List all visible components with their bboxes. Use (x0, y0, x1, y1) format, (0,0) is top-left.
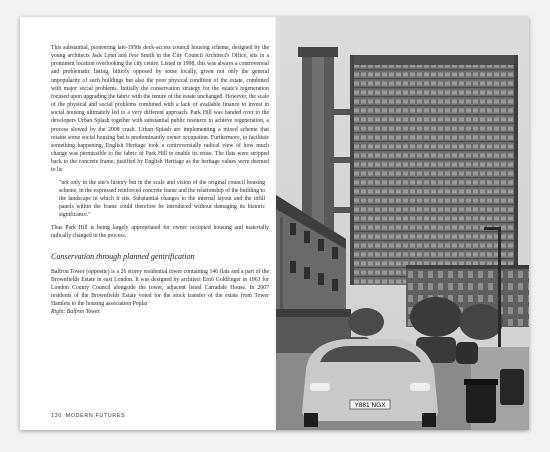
paragraph-2: Thus Park Hill is being largely appropriated for owner occupied housing and materially radically changed in the process. (51, 225, 269, 240)
paragraph-1: This substantial, pioneering late-1950s deck-access council housing scheme, designed by the young architects Jack Lynn and Ivor Smith in the City Council Architect's Office, sits in a prominent location overlooking the city centre. Listed in 1998, this was always a controversial and problematic listing, bitterly opposed by some locally, given not only the general unpopularity of such buildings but also the poor physical condition of the estate, combined with major social problems. Initially the conservation strategy for the estate's regeneration focused upon upgrading the fabric with the tenure of the estate unchanged. However, the scale of the physical and social problems combined with a lack of available finance to invest in social housing ultimately led to a very different approach. Park Hill was handed over to the developers Urban Splash together with substantial public resource to achieve regeneration, a process slowed by the 2008 crash. Urban Splash are implementing a mixed scheme that retains some social housing but is predominantly owner occupation. Furthermore, to facilitate something happening, English Heritage took a controversially radical view of how much change was permissible to the fabric of Park Hill to enable its reuse. The flats were stripped back to the concrete frame, justified by English Heritage as the heritage values were deemed to lie (51, 45, 269, 174)
book-spread (20, 17, 529, 430)
left-page (20, 17, 276, 430)
photo-caption: Right: Balfron Tower. (51, 309, 101, 316)
section-subheading: Conservation through planned gentrification (51, 251, 195, 261)
photo-illustration (276, 17, 529, 430)
running-head: MODERN FUTURES (65, 413, 126, 419)
page-footer (51, 413, 129, 419)
main-tower-slab (350, 55, 518, 285)
page-number: 130 (51, 413, 62, 419)
paragraph-3: Balfron Tower (opposite) is a 26 storey residential tower containing 146 flats and a part of the Brownfields Estate in east London. It was designed by architect Ernö Goldfinger in 1963 for London County Council alongside the tower, adjacent listed Carradale House. In 2007 residents of the Brownfields Estate voted for the stock transfer of the estate from Tower Hamlets to the housing association Poplar (51, 268, 269, 308)
balfron-tower-photo (276, 17, 529, 430)
license-plate: Y881 NGX (354, 402, 386, 409)
body-text (51, 44, 269, 317)
block-quote: "not only in the site's history but in the scale and vision of the original council housing scheme, in the expressed reinforced concrete frame and the relationship of the building to the landscape in which it sits. Substantial changes to the internal layout and the infill panels within the frame could therefore be introduced without damaging its historic significance." (59, 179, 265, 219)
silver-car (302, 339, 438, 427)
